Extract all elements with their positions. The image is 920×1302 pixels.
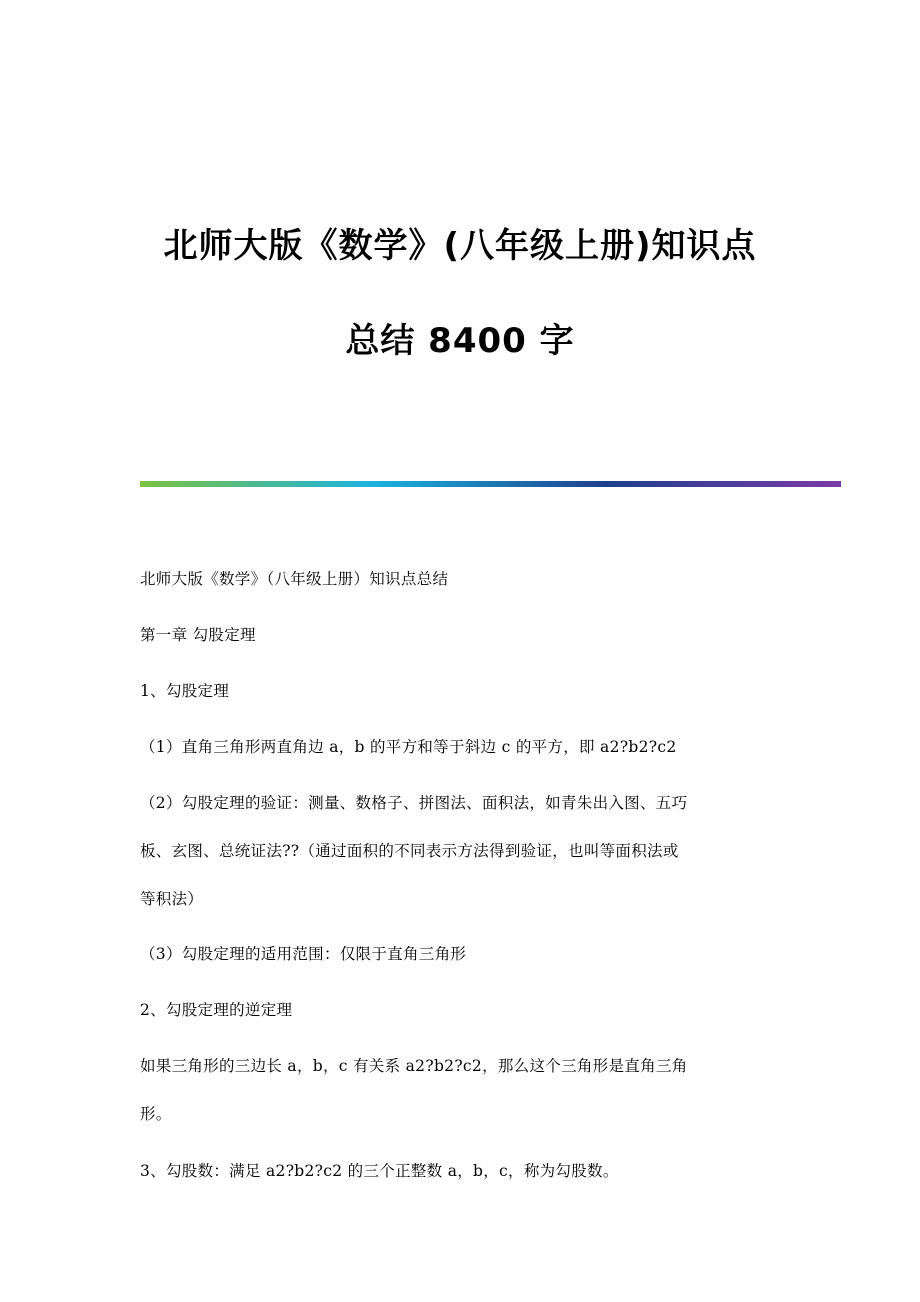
paragraph-line: （3）勾股定理的适用范围：仅限于直角三角形	[140, 945, 467, 963]
paragraph-line: 板、玄图、总统证法??（通过面积的不同表示方法得到验证，也叫等面积法或	[140, 842, 679, 860]
section-heading: 1、勾股定理	[140, 682, 230, 700]
paragraph-line: 等积法）	[140, 890, 204, 908]
paragraph-line: （2）勾股定理的验证：测量、数格子、拼图法、面积法，如青朱出入图、五巧	[140, 794, 688, 812]
section-heading: 2、勾股定理的逆定理	[140, 1001, 293, 1019]
paragraph-line: 如果三角形的三边长 a，b，c 有关系 a2?b2?c2，那么这个三角形是直角三角	[140, 1057, 688, 1075]
paragraph-line: （1）直角三角形两直角边 a，b 的平方和等于斜边 c 的平方，即 a2?b2?c2	[140, 738, 677, 756]
body-heading: 北师大版《数学》（八年级上册）知识点总结	[140, 570, 449, 588]
document-title-line-1: 北师大版《数学》(八年级上册)知识点	[163, 226, 757, 266]
paragraph-line: 形。	[140, 1105, 172, 1123]
chapter-heading: 第一章 勾股定理	[140, 626, 256, 644]
title-divider	[140, 481, 841, 487]
section-heading: 3、勾股数：满足 a2?b2?c2 的三个正整数 a，b，c，称为勾股数。	[140, 1162, 619, 1180]
document-title-line-2: 总结 8400 字	[345, 321, 575, 361]
